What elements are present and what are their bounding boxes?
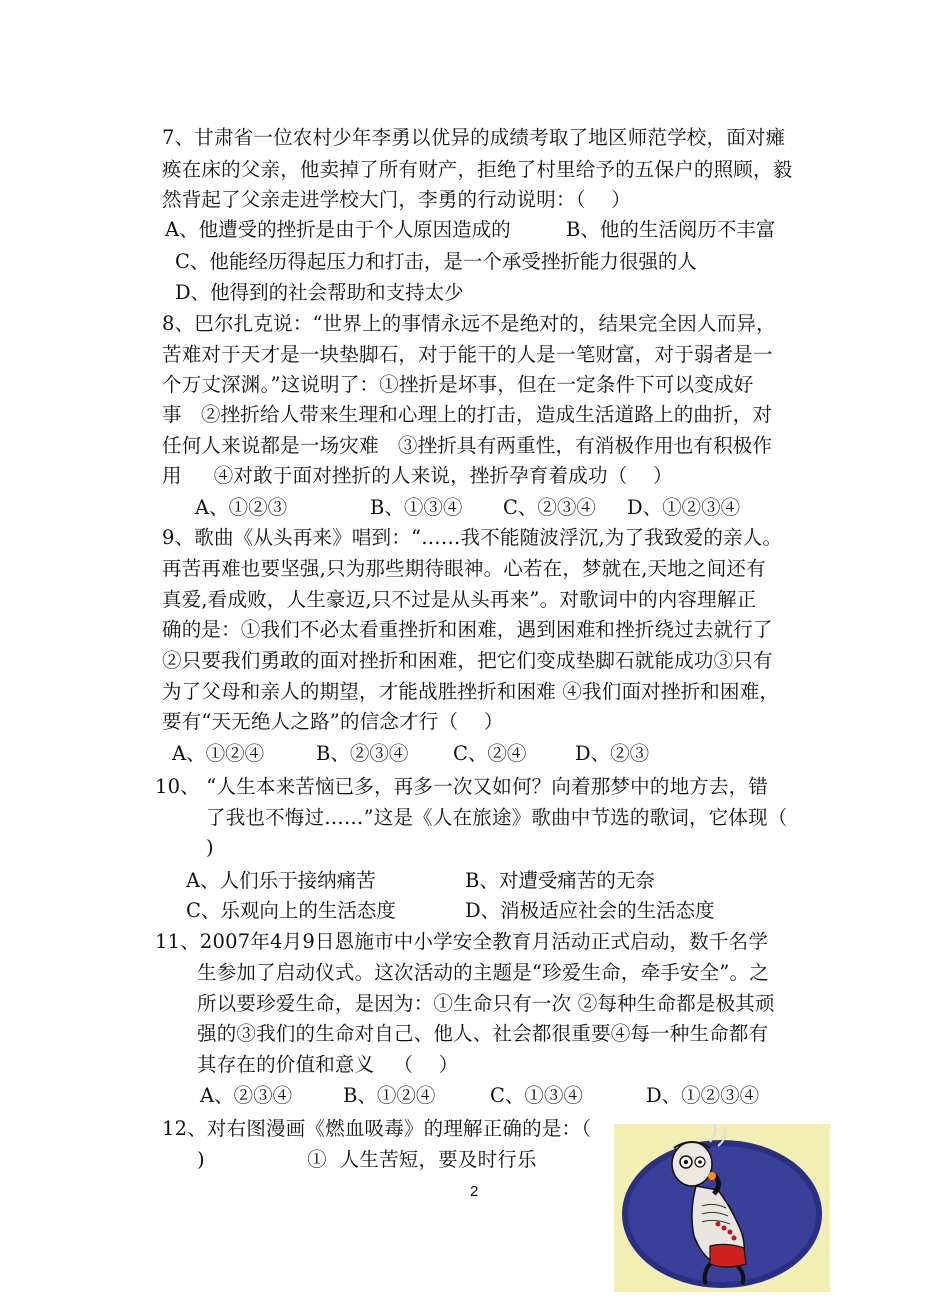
q8-line: 用 ④对敢于面对挫折的人来说，挫折孕育着成功（ ）	[162, 464, 673, 487]
q9-option-d: D、②③	[575, 742, 650, 765]
q9-line: ②只要我们勇敢的面对挫折和困难，把它们变成垫脚石就能成功③只有	[162, 649, 773, 672]
q7-option-d: D、他得到的社会帮助和支持太少	[175, 281, 464, 304]
q11-line: 所以要珍爱生命，是因为：①生命只有一次 ②每种生命都是极其顽	[197, 992, 775, 1015]
q11-line: 强的③我们的生命对自己、他人、社会都很重要④每一种生命都有	[197, 1022, 769, 1045]
q9-option-a: A、①②④	[172, 742, 265, 765]
q10-option-d: D、消极适应社会的生活态度	[465, 899, 715, 922]
q9-line: 真爱,看成败，人生豪迈,只不过是从头再来”。对歌词中的内容理解正	[162, 588, 757, 611]
q9-line: 确的是：①我们不必太看重挫折和困难，遇到困难和挫折绕过去就行了	[162, 618, 773, 641]
q8-line: 苦难对于天才是一块垫脚石，对于能干的人是一笔财富，对于弱者是一	[162, 343, 773, 366]
q8-option-a: A、①②③	[195, 496, 288, 519]
q8-line: 事 ②挫折给人带来生理和心理上的打击，造成生活道路上的曲折，对	[162, 403, 773, 426]
figure-shorts	[710, 1244, 746, 1267]
q7-option-b: B、他的生活阅历不丰富	[566, 218, 776, 241]
q7-option-c: C、他能经历得起压力和打击，是一个承受挫折能力很强的人	[175, 250, 697, 273]
page-number: 2	[470, 1183, 479, 1200]
q10-option-b: B、对遭受痛苦的无奈	[465, 869, 655, 892]
q11-option-b: B、①②④	[343, 1084, 436, 1107]
q10-line: 了我也不悔过……”这是《人在旅途》歌曲中节选的歌词，它体现（	[206, 806, 788, 829]
q7-line: 7、甘肃省一位农村少年李勇以优异的成绩考取了地区师范学校，面对瘫	[162, 126, 786, 149]
q10-option-c: C、乐观向上的生活态度	[186, 899, 396, 922]
q8-line: 8、巴尔扎克说：“世界上的事情永远不是绝对的，结果完全因人而异，	[162, 312, 776, 335]
drug-cartoon-svg	[614, 1124, 830, 1292]
q11-option-d: D、①②③④	[646, 1084, 760, 1107]
q7-line: 痪在床的父亲，他卖掉了所有财产，拒绝了村里给予的五保户的照顾，毅	[162, 158, 793, 181]
q8-option-b: B、①③④	[370, 496, 463, 519]
drug-cartoon-image	[614, 1124, 830, 1292]
q9-line: 为了父母和亲人的期望，才能战胜挫折和困难 ④我们面对挫折和困难，	[162, 680, 780, 703]
q8-line: 个万丈深渊。”这说明了：①挫折是坏事，但在一定条件下可以变成好	[162, 373, 754, 396]
q7-option-a: A、他遭受的挫折是由于个人原因造成的	[165, 218, 511, 241]
q10-option-a: A、人们乐于接纳痛苦	[186, 869, 376, 892]
q10-line: 10、 “人生本来苦恼已多，再多一次又如何？向着那梦中的地方去，错	[155, 775, 769, 798]
q11-option-c: C、①③④	[490, 1084, 583, 1107]
q10-line: )	[206, 836, 214, 859]
q9-option-b: B、②③④	[316, 742, 409, 765]
q11-line: 其存在的价值和意义 （ ）	[197, 1053, 459, 1076]
q9-line: 再苦再难也要坚强,只为那些期待眼神。心若在，梦就在,天地之间还有	[162, 557, 766, 580]
flame-icon	[708, 1172, 716, 1180]
q8-line: 任何人来说都是一场灾难 ③挫折具有两重性，有消极作用也有积极作	[162, 434, 773, 457]
q8-option-c: C、②③④	[503, 496, 596, 519]
q12-line: 12、对右图漫画《燃血吸毒》的理解正确的是：（	[162, 1117, 592, 1140]
q9-line: 要有“天无绝人之路”的信念才行（ ）	[162, 710, 504, 733]
q11-line: 11、2007年4月9日恩施市中小学安全教育月活动正式启动，数千名学	[155, 930, 769, 953]
q7-line: 然背起了父亲走进学校大门，李勇的行动说明：（ ）	[162, 188, 631, 211]
q11-option-a: A、②③④	[200, 1084, 293, 1107]
q9-line: 9、歌曲《从头再来》唱到：“……我不能随波浮沉,为了我致爱的亲人。	[162, 526, 783, 549]
q12-line: ) ① 人生苦短，要及时行乐	[197, 1148, 537, 1171]
q11-line: 生参加了启动仪式。这次活动的主题是“珍爱生命，牵手安全”。之	[197, 961, 769, 984]
q9-option-c: C、②④	[453, 742, 527, 765]
q8-option-d: D、①②③④	[627, 496, 741, 519]
